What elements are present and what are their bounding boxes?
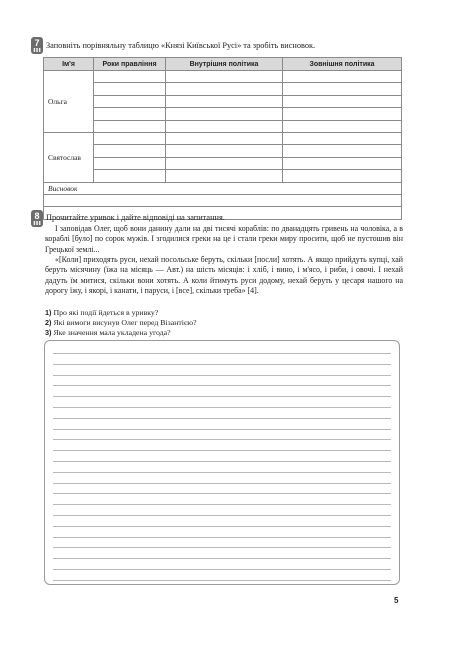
table-cell[interactable] bbox=[283, 71, 402, 83]
writing-line bbox=[53, 504, 391, 505]
writing-line bbox=[53, 450, 391, 451]
table-cell[interactable] bbox=[166, 120, 283, 132]
table-cell[interactable] bbox=[283, 95, 402, 107]
table-header-cell: Зовнішня політика bbox=[283, 58, 402, 71]
writing-line bbox=[53, 537, 391, 538]
table-cell[interactable] bbox=[94, 95, 166, 107]
writing-line bbox=[53, 418, 391, 419]
writing-line bbox=[53, 558, 391, 559]
table-cell[interactable] bbox=[166, 170, 283, 182]
table-cell[interactable] bbox=[166, 145, 283, 157]
writing-line bbox=[53, 526, 391, 527]
writing-line bbox=[53, 375, 391, 376]
writing-line bbox=[53, 515, 391, 516]
table-row bbox=[44, 120, 402, 132]
table-cell[interactable] bbox=[166, 108, 283, 120]
task-number-icon: 7 bbox=[31, 37, 43, 54]
conclusion-row bbox=[44, 182, 402, 194]
writing-line bbox=[53, 461, 391, 462]
table-cell[interactable] bbox=[166, 132, 283, 144]
writing-line bbox=[53, 429, 391, 430]
table-cell[interactable] bbox=[283, 120, 402, 132]
task7-instruction: Заповніть порівняльну таблицю «Князі Київської Русі» та зробіть висновок. bbox=[46, 41, 316, 50]
writing-line bbox=[53, 364, 391, 365]
prince-name-cell: Святослав bbox=[44, 132, 94, 182]
writing-line bbox=[53, 569, 391, 570]
excerpt-paragraph bbox=[45, 255, 403, 296]
princes-comparison-table bbox=[43, 57, 402, 220]
table-cell[interactable] bbox=[166, 83, 283, 95]
table-row bbox=[44, 157, 402, 169]
writing-line bbox=[53, 353, 391, 354]
excerpt-text: «[Коли] приходять руси, нехай посольське беруть, скільки [посли] хотять. А якщо прийдуть купці, хай беруть місячину (їжа на місяць — Авт.) на шість місяців: і хліб, і вино, і м'ясо, і риби, і овочі. І нехай дадуть їм митися, скільки вони хотять. А коли йтимуть руси додому, нехай беруть у цесаря нашого на дорогу їжу, і якорі, і канати, і паруси, і [все], скільки треба» [4]. bbox=[45, 255, 403, 295]
table-row bbox=[44, 95, 402, 107]
task8-instruction: Прочитайте уривок і дайте відповіді на запитання. bbox=[46, 213, 225, 222]
writing-line bbox=[53, 396, 391, 397]
writing-line bbox=[53, 472, 391, 473]
table-cell[interactable] bbox=[283, 157, 402, 169]
table-cell[interactable] bbox=[166, 95, 283, 107]
table-row bbox=[44, 170, 402, 182]
question-item: 3) Яке значення мала укладена угода? bbox=[45, 328, 171, 337]
table-row bbox=[44, 108, 402, 120]
table-cell[interactable] bbox=[94, 83, 166, 95]
conclusion-cell[interactable] bbox=[44, 194, 402, 206]
table-cell[interactable] bbox=[283, 83, 402, 95]
task-number-icon: 8 bbox=[31, 210, 43, 227]
table-cell[interactable] bbox=[166, 157, 283, 169]
question-item: 2) Які вимоги висунув Олег перед Візантією? bbox=[45, 318, 197, 327]
writing-line bbox=[53, 547, 391, 548]
writing-line bbox=[53, 439, 391, 440]
table-cell[interactable] bbox=[283, 108, 402, 120]
table-header-row bbox=[44, 58, 402, 71]
table-cell[interactable] bbox=[166, 71, 283, 83]
page-number: 5 bbox=[394, 596, 399, 605]
question-item: 1) Про які події йдеться в уривку? bbox=[45, 308, 159, 317]
table-row bbox=[44, 145, 402, 157]
table-cell[interactable] bbox=[94, 145, 166, 157]
excerpt-paragraph bbox=[45, 224, 403, 255]
answer-area[interactable] bbox=[44, 340, 400, 585]
writing-line bbox=[53, 385, 391, 386]
table-header-cell: Роки правління bbox=[94, 58, 166, 71]
table-cell[interactable] bbox=[94, 170, 166, 182]
table-cell[interactable] bbox=[94, 157, 166, 169]
writing-line bbox=[53, 407, 391, 408]
conclusion-row bbox=[44, 194, 402, 206]
excerpt-text: І заповідав Олег, щоб вони данину дали на дві тисячі кораблів: по дванадцять гривень на чоловіка, а в кораблі [було] по сорок мужів. І згодилися греки на це і стали греки миру просити, щоб не пустошив він Грецької землі... bbox=[45, 224, 403, 254]
table-cell[interactable] bbox=[283, 145, 402, 157]
table-row bbox=[44, 83, 402, 95]
table-row bbox=[44, 132, 402, 144]
writing-line bbox=[53, 483, 391, 484]
table-cell[interactable] bbox=[94, 71, 166, 83]
table-cell[interactable] bbox=[94, 108, 166, 120]
conclusion-label: Висновок bbox=[44, 182, 402, 194]
writing-line bbox=[53, 580, 391, 581]
table-header-cell: Ім'я bbox=[44, 58, 94, 71]
table-cell[interactable] bbox=[283, 132, 402, 144]
table-cell[interactable] bbox=[94, 120, 166, 132]
table-cell[interactable] bbox=[94, 132, 166, 144]
table-header-cell: Внутрішня політика bbox=[166, 58, 283, 71]
writing-line bbox=[53, 493, 391, 494]
prince-name-cell: Ольга bbox=[44, 71, 94, 133]
table-row bbox=[44, 71, 402, 83]
table-cell[interactable] bbox=[283, 170, 402, 182]
